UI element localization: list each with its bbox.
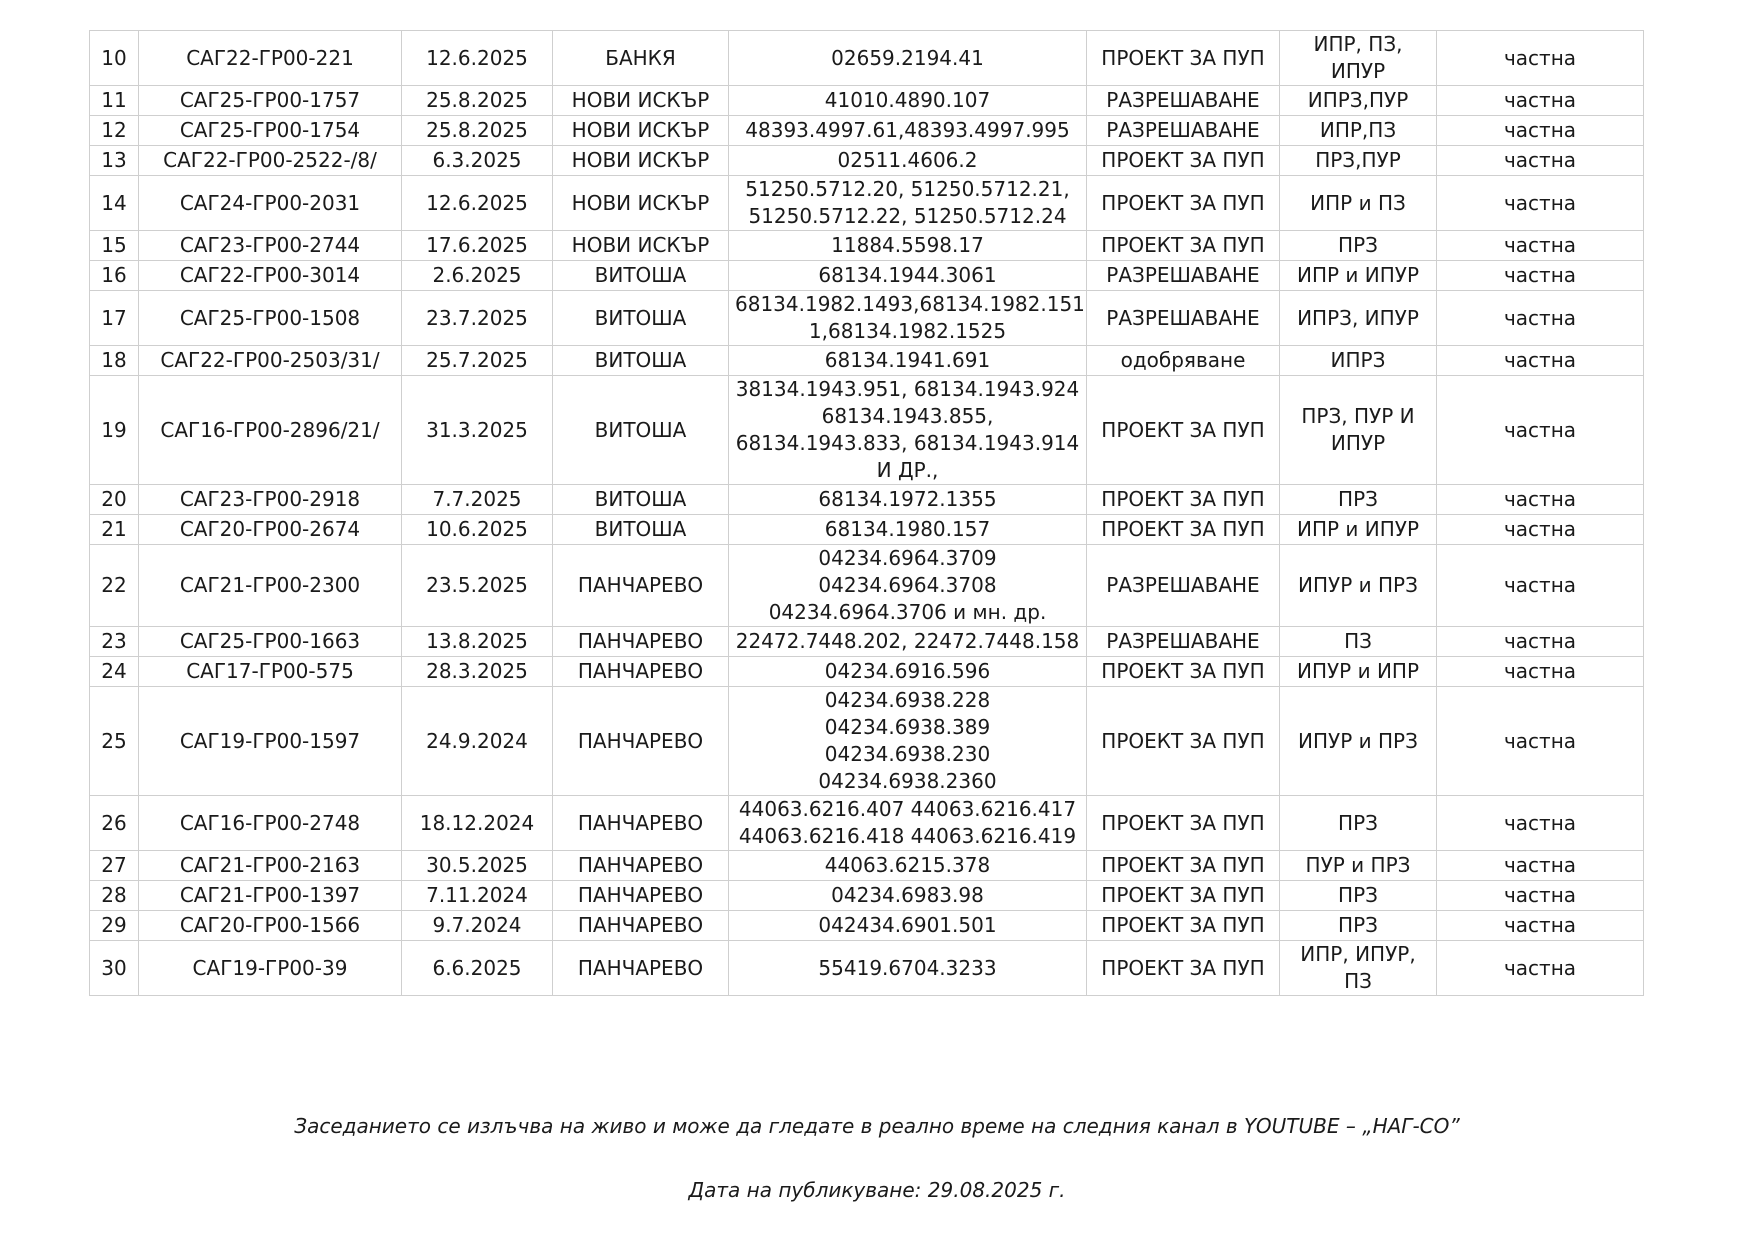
cell-owner: частна <box>1437 657 1644 687</box>
table-row <box>90 911 1644 941</box>
cell-lots: 02511.4606.2 <box>729 146 1087 176</box>
cell-file: САГ22-ГР00-2503/31/ <box>139 346 402 376</box>
cell-date: 25.7.2025 <box>402 346 553 376</box>
cell-lots: 02659.2194.41 <box>729 31 1087 86</box>
cell-date: 23.7.2025 <box>402 291 553 346</box>
cell-num: 10 <box>90 31 139 86</box>
cell-num: 15 <box>90 231 139 261</box>
cell-date: 6.3.2025 <box>402 146 553 176</box>
cell-stage: ПРОЕКТ ЗА ПУП <box>1087 31 1280 86</box>
cell-num: 29 <box>90 911 139 941</box>
cell-region: ПАНЧАРЕВО <box>553 881 729 911</box>
cell-type: ПРЗ <box>1280 231 1437 261</box>
cell-owner: частна <box>1437 881 1644 911</box>
cell-stage: ПРОЕКТ ЗА ПУП <box>1087 687 1280 796</box>
cell-stage: ПРОЕКТ ЗА ПУП <box>1087 851 1280 881</box>
cell-lots: 04234.6916.596 <box>729 657 1087 687</box>
cell-stage: РАЗРЕШАВАНЕ <box>1087 261 1280 291</box>
cell-type: ИПРЗ <box>1280 346 1437 376</box>
cell-file: САГ17-ГР00-575 <box>139 657 402 687</box>
cell-owner: частна <box>1437 116 1644 146</box>
cell-lots: 55419.6704.3233 <box>729 941 1087 996</box>
cell-num: 16 <box>90 261 139 291</box>
cell-stage: одобряване <box>1087 346 1280 376</box>
cell-date: 30.5.2025 <box>402 851 553 881</box>
cell-stage: ПРОЕКТ ЗА ПУП <box>1087 911 1280 941</box>
table-row <box>90 291 1644 346</box>
cell-file: САГ21-ГР00-2163 <box>139 851 402 881</box>
cell-lots: 04234.6983.98 <box>729 881 1087 911</box>
cell-stage: ПРОЕКТ ЗА ПУП <box>1087 146 1280 176</box>
cell-owner: частна <box>1437 687 1644 796</box>
cell-region: ПАНЧАРЕВО <box>553 627 729 657</box>
cell-region: ПАНЧАРЕВО <box>553 851 729 881</box>
cell-owner: частна <box>1437 261 1644 291</box>
cell-type: ИПР, ИПУР, ПЗ <box>1280 941 1437 996</box>
cell-lots: 68134.1941.691 <box>729 346 1087 376</box>
cell-type: ИПР,ПЗ <box>1280 116 1437 146</box>
cell-date: 9.7.2024 <box>402 911 553 941</box>
cell-file: САГ19-ГР00-1597 <box>139 687 402 796</box>
cell-num: 17 <box>90 291 139 346</box>
cell-lots: 11884.5598.17 <box>729 231 1087 261</box>
cell-file: САГ25-ГР00-1663 <box>139 627 402 657</box>
cell-date: 6.6.2025 <box>402 941 553 996</box>
cell-file: САГ19-ГР00-39 <box>139 941 402 996</box>
cell-owner: частна <box>1437 627 1644 657</box>
table-row <box>90 485 1644 515</box>
cell-type: ИПР и ИПУР <box>1280 515 1437 545</box>
table-row <box>90 86 1644 116</box>
cell-type: ИПРЗ, ИПУР <box>1280 291 1437 346</box>
cell-type: ПРЗ <box>1280 911 1437 941</box>
cell-date: 7.7.2025 <box>402 485 553 515</box>
cell-stage: ПРОЕКТ ЗА ПУП <box>1087 515 1280 545</box>
cell-region: ВИТОША <box>553 376 729 485</box>
cell-region: ВИТОША <box>553 515 729 545</box>
cell-stage: РАЗРЕШАВАНЕ <box>1087 291 1280 346</box>
cell-file: САГ20-ГР00-2674 <box>139 515 402 545</box>
cell-stage: РАЗРЕШАВАНЕ <box>1087 545 1280 627</box>
table-row <box>90 657 1644 687</box>
cell-lots: 48393.4997.61,48393.4997.995 <box>729 116 1087 146</box>
cell-file: САГ23-ГР00-2744 <box>139 231 402 261</box>
table-row <box>90 515 1644 545</box>
cell-num: 12 <box>90 116 139 146</box>
cell-lots: 04234.6964.3709 04234.6964.3708 04234.6964.3706 и мн. др. <box>729 545 1087 627</box>
table-row <box>90 116 1644 146</box>
cell-num: 21 <box>90 515 139 545</box>
cell-date: 12.6.2025 <box>402 176 553 231</box>
publication-date: Дата на публикуване: 29.08.2025 г. <box>688 1178 1066 1202</box>
cell-num: 22 <box>90 545 139 627</box>
cell-type: ИПРЗ,ПУР <box>1280 86 1437 116</box>
cell-file: САГ25-ГР00-1757 <box>139 86 402 116</box>
table-row <box>90 687 1644 796</box>
cell-stage: РАЗРЕШАВАНЕ <box>1087 627 1280 657</box>
cell-owner: частна <box>1437 346 1644 376</box>
cell-region: ПАНЧАРЕВО <box>553 911 729 941</box>
cell-file: САГ16-ГР00-2748 <box>139 796 402 851</box>
cell-num: 13 <box>90 146 139 176</box>
table-row <box>90 881 1644 911</box>
cell-num: 20 <box>90 485 139 515</box>
cell-region: ВИТОША <box>553 261 729 291</box>
cell-lots: 68134.1982.1493,68134.1982.151 1,68134.1982.1525 <box>729 291 1087 346</box>
cell-num: 26 <box>90 796 139 851</box>
cell-owner: частна <box>1437 851 1644 881</box>
cell-region: ПАНЧАРЕВО <box>553 657 729 687</box>
cell-region: ПАНЧАРЕВО <box>553 687 729 796</box>
cell-lots: 44063.6215.378 <box>729 851 1087 881</box>
table-row <box>90 176 1644 231</box>
table-row <box>90 31 1644 86</box>
cell-owner: частна <box>1437 485 1644 515</box>
cell-date: 10.6.2025 <box>402 515 553 545</box>
cell-stage: ПРОЕКТ ЗА ПУП <box>1087 796 1280 851</box>
cell-region: ПАНЧАРЕВО <box>553 941 729 996</box>
cell-date: 28.3.2025 <box>402 657 553 687</box>
cell-file: САГ21-ГР00-2300 <box>139 545 402 627</box>
projects-table <box>89 30 1644 996</box>
cell-stage: ПРОЕКТ ЗА ПУП <box>1087 941 1280 996</box>
cell-file: САГ21-ГР00-1397 <box>139 881 402 911</box>
cell-stage: ПРОЕКТ ЗА ПУП <box>1087 485 1280 515</box>
cell-file: САГ25-ГР00-1508 <box>139 291 402 346</box>
cell-num: 23 <box>90 627 139 657</box>
cell-region: НОВИ ИСКЪР <box>553 116 729 146</box>
cell-type: ПРЗ, ПУР И ИПУР <box>1280 376 1437 485</box>
cell-owner: частна <box>1437 146 1644 176</box>
cell-stage: ПРОЕКТ ЗА ПУП <box>1087 881 1280 911</box>
cell-lots: 04234.6938.228 04234.6938.389 04234.6938.230 04234.6938.2360 <box>729 687 1087 796</box>
cell-num: 28 <box>90 881 139 911</box>
cell-region: ВИТОША <box>553 485 729 515</box>
cell-num: 18 <box>90 346 139 376</box>
cell-num: 25 <box>90 687 139 796</box>
cell-date: 12.6.2025 <box>402 31 553 86</box>
cell-owner: частна <box>1437 176 1644 231</box>
cell-type: ИПУР и ИПР <box>1280 657 1437 687</box>
cell-num: 30 <box>90 941 139 996</box>
cell-date: 17.6.2025 <box>402 231 553 261</box>
cell-stage: ПРОЕКТ ЗА ПУП <box>1087 231 1280 261</box>
cell-date: 2.6.2025 <box>402 261 553 291</box>
cell-owner: частна <box>1437 911 1644 941</box>
cell-stage: ПРОЕКТ ЗА ПУП <box>1087 176 1280 231</box>
cell-date: 7.11.2024 <box>402 881 553 911</box>
cell-type: ИПР и ПЗ <box>1280 176 1437 231</box>
cell-file: САГ24-ГР00-2031 <box>139 176 402 231</box>
cell-lots: 042434.6901.501 <box>729 911 1087 941</box>
cell-num: 27 <box>90 851 139 881</box>
stream-notice: Заседанието се излъчва на живо и може да гледате в реално време на следния канал в YOUTUBE – „НАГ-СО” <box>294 1114 1460 1138</box>
cell-num: 14 <box>90 176 139 231</box>
cell-stage: ПРОЕКТ ЗА ПУП <box>1087 657 1280 687</box>
cell-region: ВИТОША <box>553 346 729 376</box>
cell-type: ПЗ <box>1280 627 1437 657</box>
cell-num: 19 <box>90 376 139 485</box>
cell-type: ПРЗ <box>1280 796 1437 851</box>
cell-num: 11 <box>90 86 139 116</box>
cell-file: САГ23-ГР00-2918 <box>139 485 402 515</box>
cell-date: 13.8.2025 <box>402 627 553 657</box>
cell-file: САГ25-ГР00-1754 <box>139 116 402 146</box>
cell-owner: частна <box>1437 31 1644 86</box>
cell-type: ИПУР и ПРЗ <box>1280 545 1437 627</box>
cell-lots: 51250.5712.20, 51250.5712.21, 51250.5712.22, 51250.5712.24 <box>729 176 1087 231</box>
cell-file: САГ16-ГР00-2896/21/ <box>139 376 402 485</box>
cell-lots: 68134.1944.3061 <box>729 261 1087 291</box>
table-row <box>90 545 1644 627</box>
cell-lots: 22472.7448.202, 22472.7448.158 <box>729 627 1087 657</box>
cell-owner: частна <box>1437 86 1644 116</box>
cell-file: САГ22-ГР00-221 <box>139 31 402 86</box>
table-row <box>90 146 1644 176</box>
table-body <box>90 31 1644 996</box>
cell-type: ПРЗ <box>1280 881 1437 911</box>
cell-date: 31.3.2025 <box>402 376 553 485</box>
cell-region: НОВИ ИСКЪР <box>553 231 729 261</box>
cell-date: 23.5.2025 <box>402 545 553 627</box>
cell-region: БАНКЯ <box>553 31 729 86</box>
cell-region: НОВИ ИСКЪР <box>553 146 729 176</box>
cell-type: ИПР, ПЗ, ИПУР <box>1280 31 1437 86</box>
table-row <box>90 796 1644 851</box>
cell-owner: частна <box>1437 376 1644 485</box>
cell-stage: РАЗРЕШАВАНЕ <box>1087 116 1280 146</box>
cell-owner: частна <box>1437 545 1644 627</box>
cell-num: 24 <box>90 657 139 687</box>
cell-file: САГ20-ГР00-1566 <box>139 911 402 941</box>
cell-region: НОВИ ИСКЪР <box>553 176 729 231</box>
cell-type: ПРЗ <box>1280 485 1437 515</box>
cell-stage: РАЗРЕШАВАНЕ <box>1087 86 1280 116</box>
cell-lots: 44063.6216.407 44063.6216.417 44063.6216.418 44063.6216.419 <box>729 796 1087 851</box>
cell-type: ИПР и ИПУР <box>1280 261 1437 291</box>
table-row <box>90 851 1644 881</box>
cell-lots: 38134.1943.951, 68134.1943.924 68134.1943.855, 68134.1943.833, 68134.1943.914 И ДР., <box>729 376 1087 485</box>
table-row <box>90 627 1644 657</box>
cell-owner: частна <box>1437 796 1644 851</box>
cell-type: ПУР и ПРЗ <box>1280 851 1437 881</box>
cell-type: ИПУР и ПРЗ <box>1280 687 1437 796</box>
cell-date: 18.12.2024 <box>402 796 553 851</box>
table-row <box>90 941 1644 996</box>
cell-region: ВИТОША <box>553 291 729 346</box>
cell-region: ПАНЧАРЕВО <box>553 545 729 627</box>
cell-owner: частна <box>1437 231 1644 261</box>
cell-owner: частна <box>1437 515 1644 545</box>
cell-date: 25.8.2025 <box>402 86 553 116</box>
table-row <box>90 261 1644 291</box>
table-row <box>90 346 1644 376</box>
cell-file: САГ22-ГР00-3014 <box>139 261 402 291</box>
cell-file: САГ22-ГР00-2522-/8/ <box>139 146 402 176</box>
cell-region: НОВИ ИСКЪР <box>553 86 729 116</box>
cell-lots: 68134.1980.157 <box>729 515 1087 545</box>
cell-owner: частна <box>1437 941 1644 996</box>
cell-date: 24.9.2024 <box>402 687 553 796</box>
table-row <box>90 231 1644 261</box>
cell-stage: ПРОЕКТ ЗА ПУП <box>1087 376 1280 485</box>
cell-lots: 68134.1972.1355 <box>729 485 1087 515</box>
cell-type: ПРЗ,ПУР <box>1280 146 1437 176</box>
cell-owner: частна <box>1437 291 1644 346</box>
table-row <box>90 376 1644 485</box>
cell-region: ПАНЧАРЕВО <box>553 796 729 851</box>
cell-lots: 41010.4890.107 <box>729 86 1087 116</box>
cell-date: 25.8.2025 <box>402 116 553 146</box>
